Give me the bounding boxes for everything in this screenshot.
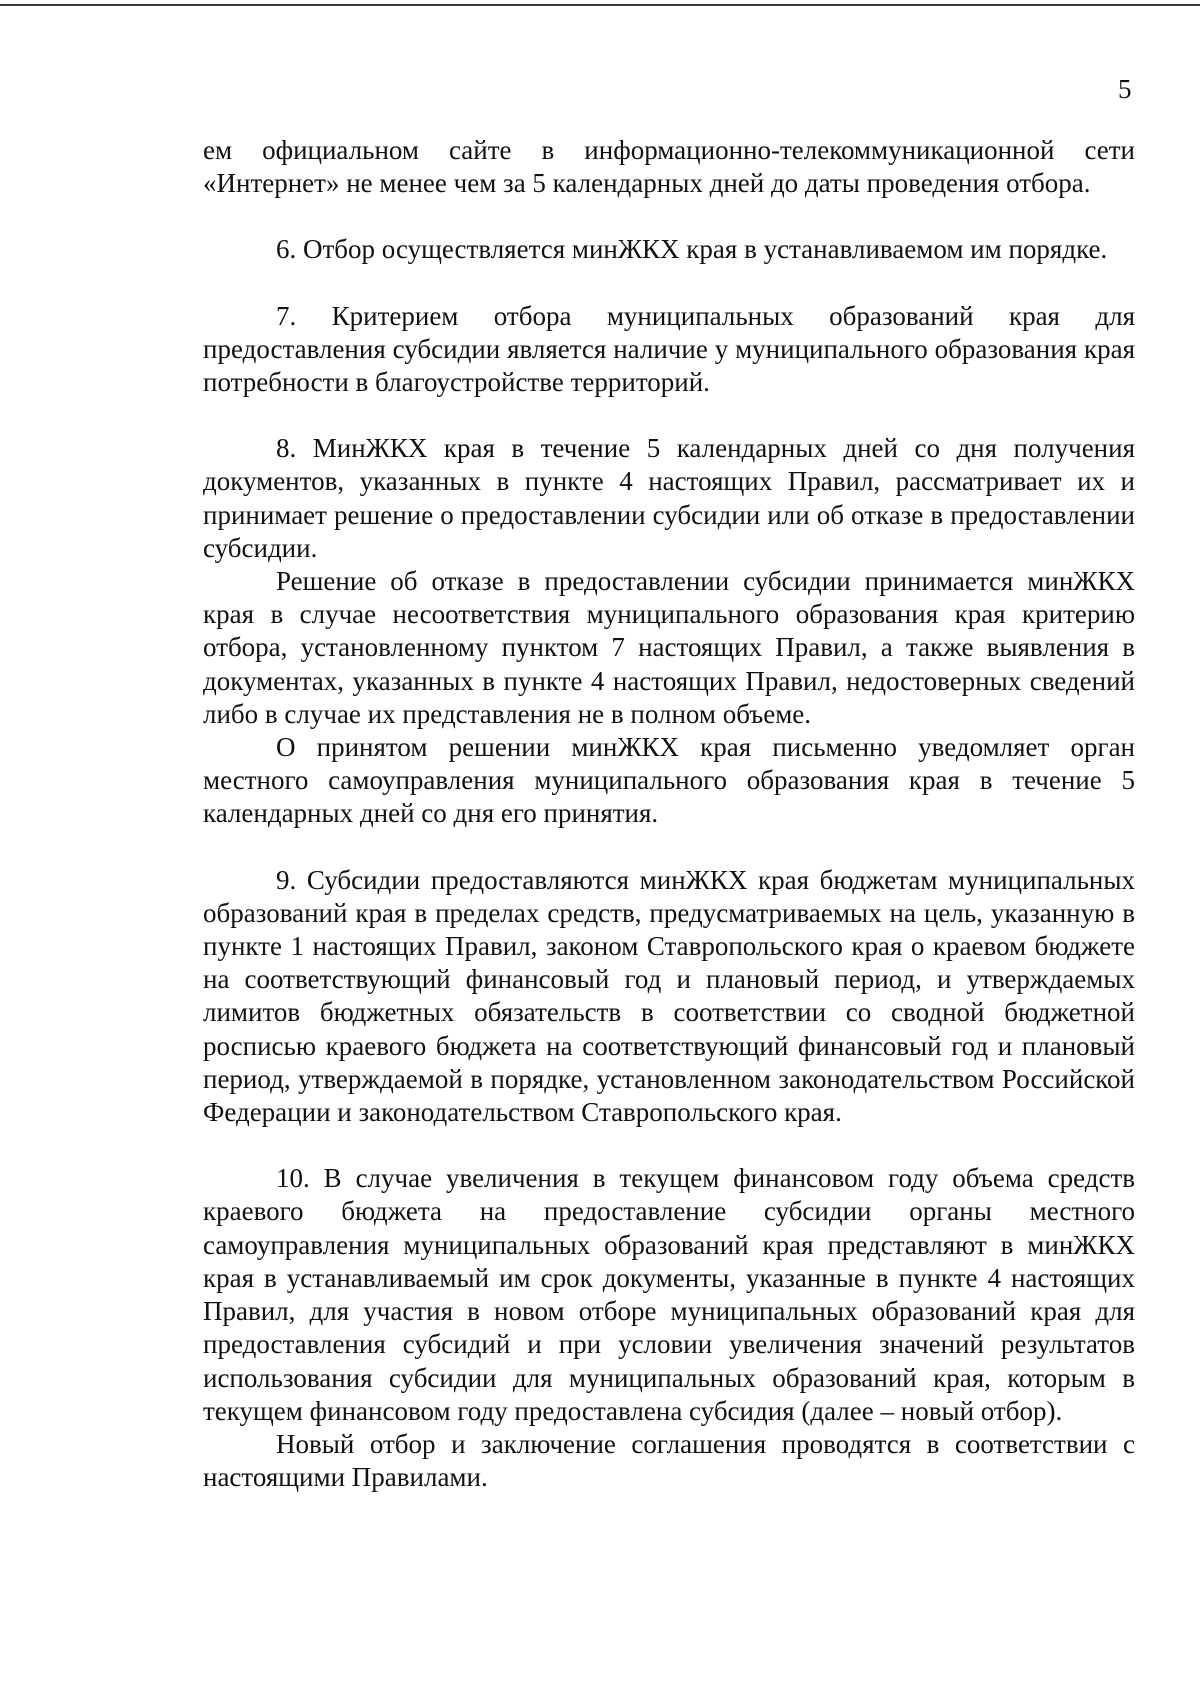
paragraph-item-8-refusal: Решение об отказе в предоставлении субсидии принимается минЖКХ края в случае несоответствия муниципального образования края критерию отбора, установленному пунктом 7 настоящих Правил, а также выявления в документах, указанных в пункте 4 настоящих Правил, недостоверных сведений либо в случае их представления не в полном объеме. [203, 566, 1135, 729]
page-top-border [0, 4, 1200, 6]
paragraph-item-9: 9. Субсидии предоставляются минЖКХ края бюджетам муниципальных образований края в пределах средств, предусматриваемых на цель, указанную в пункте 1 настоящих Правил, законом Ставропольского края о краевом бюджете на соответствующий финансовый год и плановый период, и утверждаемых лимитов бюджетных обязательств в соответствии со сводной бюджетной росписью краевого бюджета на соответствующий финансовый год и плановый период, утверждаемой в порядке, установленном законодательством Российской Федерации и законодательством Ставропольского края. [203, 864, 1135, 1128]
page-number: 5 [1118, 74, 1132, 104]
paragraph-item-10: 10. В случае увеличения в текущем финансовом году объема средств краевого бюджета на предоставление субсидии органы местного самоуправления муниципальных образований края представляют в минЖКХ края в устанавливаемый им срок документы, указанные в пункте 4 настоящих Правил, для участия в новом отборе муниципальных образований края для предоставления субсидий и при условии увеличения значений результатов использования субсидии для муниципальных образований края, которым в текущем финансовом году предоставлена субсидия (далее – новый отбор). [203, 1163, 1135, 1426]
paragraph-item-7: 7. Критерием отбора муниципальных образований края для предоставления субсидии является наличие у муниципального образования края потребности в благоустройстве территорий. [203, 300, 1135, 398]
paragraph-continuation: ем официальном сайте в информационно-телекоммуникационной сети «Интернет» не менее чем за 5 календарных дней до даты проведения отбора. [203, 135, 1135, 199]
paragraph-item-10-new-selection: Новый отбор и заключение соглашения проводятся в соответствии с настоящими Правилами. [203, 1428, 1135, 1493]
paragraph-item-8: 8. МинЖКХ края в течение 5 календарных дней со дня получения документов, указанных в пункте 4 настоящих Правил, рассматривает их и принимает решение о предоставлении субсидии или об отказе в предоставлении субсидии. [203, 433, 1135, 563]
paragraph-item-6: 6. Отбор осуществляется минЖКХ края в устанавливаемом им порядке. [276, 234, 1108, 265]
document-body [203, 134, 1135, 1494]
paragraph-item-8-notification: О принятом решении минЖКХ края письменно уведомляет орган местного самоуправления муниципального образования края в течение 5 календарных дней со дня его принятия. [203, 732, 1135, 829]
